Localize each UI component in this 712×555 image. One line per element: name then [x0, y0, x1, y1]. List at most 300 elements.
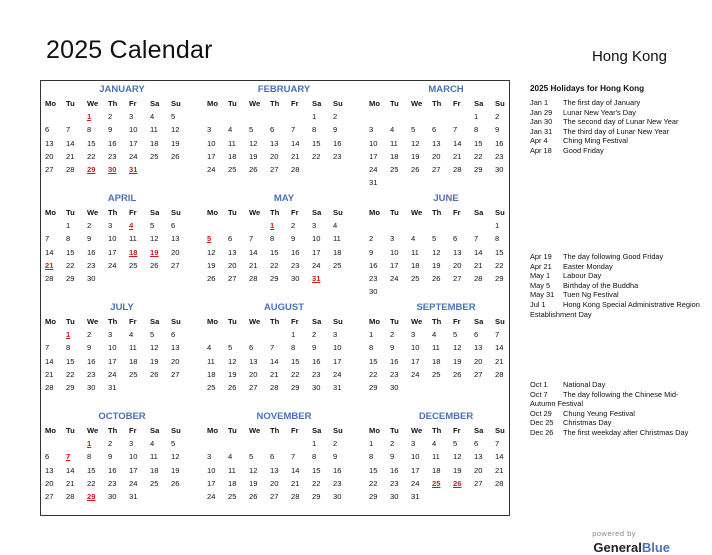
weekday-header — [207, 206, 361, 219]
week-row — [369, 137, 523, 150]
day-cell: 9 — [291, 234, 296, 244]
day-cell: 20 — [45, 151, 54, 161]
month-name: NOVEMBER — [256, 411, 312, 422]
week-row — [45, 328, 199, 341]
month-name: DECEMBER — [418, 411, 474, 422]
day-cell: 8 — [66, 343, 71, 353]
day-cell: 24 — [312, 260, 321, 270]
month-december — [369, 410, 523, 519]
day-cell: 15 — [369, 465, 378, 475]
holiday-item — [530, 127, 700, 137]
day-cell: 13 — [171, 234, 180, 244]
week-row — [45, 477, 199, 490]
day-cell: 15 — [66, 356, 75, 366]
month-august — [207, 301, 361, 410]
weekday-label: Th — [432, 317, 442, 326]
day-cell: 29 — [312, 491, 321, 501]
day-cell: 2 — [333, 439, 338, 449]
day-cell: 21 — [453, 151, 462, 161]
empty-cell — [45, 328, 66, 341]
month-june — [369, 192, 523, 301]
week-row — [207, 150, 361, 163]
week-row — [45, 490, 199, 503]
brand-part-b: Blue — [641, 540, 670, 555]
week-row — [45, 355, 199, 368]
day-cell: 13 — [432, 138, 441, 148]
week-row — [369, 328, 523, 341]
day-cell: 28 — [270, 382, 279, 392]
weekday-header — [45, 315, 199, 328]
weekday-label: Su — [333, 317, 343, 326]
day-cell: 15 — [312, 465, 321, 475]
day-cell: 22 — [369, 478, 378, 488]
weekday-label: Mo — [207, 99, 218, 108]
day-cell: 26 — [453, 369, 462, 379]
day-cell: 17 — [108, 247, 117, 257]
day-cell: 26 — [249, 491, 258, 501]
day-cell: 2 — [108, 112, 113, 122]
day-cell: 8 — [495, 234, 500, 244]
empty-cell — [291, 437, 312, 450]
day-cell: 14 — [453, 138, 462, 148]
empty-cell — [495, 176, 516, 189]
day-cell: 3 — [312, 221, 317, 231]
day-cell: 20 — [45, 478, 54, 488]
weekday-label: Mo — [369, 208, 380, 217]
day-cell: 25 — [333, 260, 342, 270]
day-cell: 30 — [291, 273, 300, 283]
day-cell: 27 — [171, 369, 180, 379]
holiday-date: Apr 19 — [530, 252, 552, 261]
empty-cell — [474, 490, 495, 503]
day-cell: 23 — [108, 151, 117, 161]
day-cell: 26 — [249, 164, 258, 174]
empty-cell — [171, 490, 192, 503]
empty-cell — [453, 285, 474, 298]
weekday-label: We — [411, 99, 423, 108]
day-cell: 20 — [249, 369, 258, 379]
day-cell: 21 — [66, 151, 75, 161]
day-cell: 18 — [150, 465, 159, 475]
day-cell: 4 — [228, 452, 233, 462]
day-cell: 12 — [453, 452, 462, 462]
week-row — [207, 246, 361, 259]
day-cell: 30 — [87, 382, 96, 392]
day-cell: 3 — [108, 221, 113, 231]
weekday-label: Fr — [453, 99, 461, 108]
empty-cell — [432, 490, 453, 503]
day-cell: 3 — [207, 125, 212, 135]
day-cell: 17 — [369, 151, 378, 161]
day-cell: 6 — [249, 343, 254, 353]
day-cell: 25 — [432, 369, 441, 379]
weekday-label: We — [87, 208, 99, 217]
weekday-label: Sa — [474, 99, 484, 108]
day-cell: 30 — [390, 382, 399, 392]
holiday-day-cell: 1 — [87, 112, 92, 122]
week-row — [207, 437, 361, 450]
empty-cell — [207, 437, 228, 450]
day-cell: 9 — [495, 125, 500, 135]
day-cell: 5 — [228, 343, 233, 353]
holiday-date: Apr 4 — [530, 136, 548, 146]
weekday-label: Su — [495, 99, 505, 108]
day-cell: 15 — [270, 247, 279, 257]
holiday-date: May 31 — [530, 290, 555, 300]
day-cell: 16 — [108, 138, 117, 148]
day-cell: 18 — [129, 356, 138, 366]
day-cell: 20 — [474, 465, 483, 475]
week-row — [369, 176, 523, 189]
day-cell: 11 — [333, 234, 341, 244]
week-row — [207, 477, 361, 490]
weekday-label: Tu — [390, 99, 399, 108]
day-cell: 18 — [333, 247, 342, 257]
holiday-date: Apr 21 — [530, 261, 552, 271]
holiday-name: Ching Ming Festival — [563, 136, 628, 146]
day-cell: 17 — [390, 260, 399, 270]
day-cell: 11 — [228, 465, 236, 475]
weekday-label: Th — [108, 426, 118, 435]
day-cell: 4 — [207, 343, 212, 353]
day-cell: 6 — [474, 330, 479, 340]
weekday-label: Mo — [45, 208, 56, 217]
month-march — [369, 83, 523, 192]
empty-cell — [495, 381, 516, 394]
day-cell: 28 — [66, 491, 75, 501]
day-cell: 12 — [411, 138, 420, 148]
day-cell: 28 — [66, 164, 75, 174]
weekday-label: Su — [495, 426, 505, 435]
holiday-group — [530, 380, 700, 438]
empty-cell — [270, 110, 291, 123]
holiday-date: Oct 1 — [530, 380, 548, 389]
day-cell: 23 — [333, 478, 342, 488]
day-cell: 6 — [45, 452, 50, 462]
day-cell: 2 — [87, 330, 92, 340]
empty-cell — [453, 381, 474, 394]
week-row — [207, 123, 361, 136]
week-row — [207, 259, 361, 272]
day-cell: 7 — [291, 125, 296, 135]
holiday-date: Jan 29 — [530, 107, 553, 117]
weekday-label: We — [249, 208, 261, 217]
day-cell: 24 — [390, 273, 399, 283]
page-title: 2025 Calendar — [46, 36, 213, 64]
week-row — [369, 477, 523, 490]
weekday-header — [369, 315, 523, 328]
day-cell: 1 — [495, 221, 500, 231]
empty-cell — [249, 219, 270, 232]
day-cell: 13 — [171, 343, 180, 353]
empty-cell — [249, 110, 270, 123]
week-row — [45, 341, 199, 354]
weekday-label: Su — [171, 426, 181, 435]
holiday-date: Oct 29 — [530, 408, 552, 418]
holiday-name: The day following the Chinese Mid-Autumn Festival — [530, 389, 679, 409]
holiday-day-cell: 7 — [66, 452, 71, 462]
holiday-day-cell: 1 — [270, 221, 275, 231]
day-cell: 14 — [495, 452, 504, 462]
day-cell: 10 — [312, 234, 321, 244]
empty-cell — [171, 381, 192, 394]
day-cell: 30 — [333, 491, 342, 501]
weekday-label: Mo — [45, 426, 56, 435]
day-cell: 25 — [150, 478, 159, 488]
weekday-label: Sa — [474, 208, 484, 217]
day-cell: 19 — [171, 138, 180, 148]
day-cell: 4 — [432, 330, 437, 340]
holiday-day-cell: 30 — [108, 164, 117, 174]
holiday-date: Dec 25 — [530, 418, 554, 428]
weekday-label: We — [87, 99, 99, 108]
day-cell: 27 — [249, 382, 258, 392]
day-cell: 8 — [270, 234, 275, 244]
weekday-label: Sa — [474, 426, 484, 435]
weekday-label: We — [411, 317, 423, 326]
region-label: Hong Kong — [591, 48, 667, 65]
day-cell: 5 — [432, 234, 437, 244]
day-cell: 12 — [432, 247, 441, 257]
holiday-date: Jan 1 — [530, 98, 549, 107]
day-cell: 21 — [474, 260, 483, 270]
week-row — [369, 150, 523, 163]
week-row — [45, 450, 199, 463]
holiday-item — [530, 300, 700, 319]
weekday-label: Tu — [390, 208, 399, 217]
day-cell: 13 — [249, 356, 258, 366]
empty-cell — [270, 437, 291, 450]
holiday-item — [530, 428, 700, 438]
week-row — [207, 163, 361, 176]
day-cell: 23 — [390, 478, 399, 488]
day-cell: 7 — [66, 125, 71, 135]
week-row — [45, 272, 199, 285]
day-cell: 20 — [270, 478, 279, 488]
day-cell: 8 — [369, 343, 374, 353]
empty-cell — [390, 219, 411, 232]
weekday-label: Mo — [45, 317, 56, 326]
empty-cell — [150, 381, 171, 394]
day-cell: 23 — [312, 369, 321, 379]
weekday-label: Sa — [150, 426, 160, 435]
day-cell: 9 — [333, 125, 338, 135]
day-cell: 25 — [150, 151, 159, 161]
weekday-label: Fr — [129, 426, 137, 435]
day-cell: 27 — [45, 164, 54, 174]
day-cell: 22 — [312, 478, 321, 488]
day-cell: 9 — [312, 343, 317, 353]
weekday-label: We — [87, 317, 99, 326]
weekday-label: Th — [270, 99, 280, 108]
day-cell: 20 — [228, 260, 237, 270]
day-cell: 11 — [129, 343, 137, 353]
day-cell: 22 — [66, 369, 75, 379]
month-name: AUGUST — [263, 302, 305, 313]
day-cell: 31 — [369, 178, 378, 188]
day-cell: 11 — [390, 138, 398, 148]
day-cell: 5 — [249, 125, 254, 135]
holiday-date: Oct 7 — [530, 389, 548, 399]
day-cell: 7 — [291, 452, 296, 462]
day-cell: 19 — [411, 151, 420, 161]
day-cell: 2 — [87, 221, 92, 231]
day-cell: 25 — [129, 369, 138, 379]
weekday-label: Su — [333, 426, 343, 435]
empty-cell — [45, 110, 66, 123]
holiday-name: Christmas Day — [563, 418, 612, 428]
month-february — [207, 83, 361, 192]
day-cell: 22 — [495, 260, 504, 270]
day-cell: 3 — [411, 439, 416, 449]
day-cell: 7 — [474, 234, 479, 244]
day-cell: 22 — [87, 478, 96, 488]
day-cell: 19 — [453, 356, 462, 366]
empty-cell — [171, 163, 192, 176]
weekday-label: Sa — [312, 317, 322, 326]
empty-cell — [453, 490, 474, 503]
day-cell: 12 — [150, 234, 159, 244]
day-cell: 16 — [369, 260, 378, 270]
empty-cell — [474, 381, 495, 394]
day-cell: 15 — [291, 356, 300, 366]
month-september — [369, 301, 523, 410]
empty-cell — [411, 110, 432, 123]
week-row — [369, 355, 523, 368]
day-cell: 28 — [45, 382, 54, 392]
weekday-header — [45, 97, 199, 110]
day-cell: 26 — [150, 369, 159, 379]
day-cell: 1 — [291, 330, 296, 340]
holiday-item — [530, 281, 700, 291]
day-cell: 14 — [474, 247, 483, 257]
day-cell: 27 — [453, 273, 462, 283]
empty-cell — [129, 272, 150, 285]
month-name: MARCH — [428, 84, 464, 95]
day-cell: 29 — [495, 273, 504, 283]
day-cell: 8 — [474, 125, 479, 135]
week-row — [369, 232, 523, 245]
weekday-label: Sa — [150, 208, 160, 217]
day-cell: 14 — [291, 138, 300, 148]
weekday-label: Tu — [66, 426, 75, 435]
weekday-label: Th — [270, 208, 280, 217]
day-cell: 10 — [207, 465, 216, 475]
empty-cell — [228, 437, 249, 450]
day-cell: 7 — [495, 439, 500, 449]
day-cell: 29 — [291, 382, 300, 392]
day-cell: 14 — [495, 343, 504, 353]
empty-cell — [474, 219, 495, 232]
day-cell: 16 — [390, 465, 399, 475]
week-row — [369, 123, 523, 136]
weekday-label: Fr — [453, 208, 461, 217]
holiday-date: Apr 18 — [530, 145, 552, 155]
week-row — [45, 110, 199, 123]
week-row — [369, 450, 523, 463]
day-cell: 2 — [369, 234, 374, 244]
day-cell: 26 — [432, 273, 441, 283]
day-cell: 13 — [453, 247, 462, 257]
day-cell: 18 — [207, 369, 216, 379]
day-cell: 5 — [411, 125, 416, 135]
week-row — [45, 163, 199, 176]
empty-cell — [228, 219, 249, 232]
day-cell: 27 — [270, 491, 279, 501]
day-cell: 31 — [108, 382, 117, 392]
month-july — [45, 301, 199, 410]
holiday-date: May 5 — [530, 280, 551, 290]
holiday-item — [530, 262, 700, 272]
day-cell: 2 — [333, 112, 338, 122]
brand-part-a: General — [593, 540, 642, 555]
day-cell: 9 — [333, 452, 338, 462]
weekday-label: Tu — [228, 208, 237, 217]
weekday-label: We — [249, 426, 261, 435]
holiday-name: Birthday of the Buddha — [563, 280, 639, 290]
weekday-label: Tu — [390, 317, 399, 326]
day-cell: 17 — [207, 478, 216, 488]
holiday-day-cell: 25 — [432, 478, 441, 488]
week-row — [45, 437, 199, 450]
weekday-header — [207, 315, 361, 328]
day-cell: 26 — [171, 478, 180, 488]
day-cell: 28 — [45, 273, 54, 283]
day-cell: 28 — [291, 164, 300, 174]
day-cell: 17 — [312, 247, 321, 257]
weekday-label: Sa — [150, 99, 160, 108]
day-cell: 30 — [369, 287, 378, 297]
day-cell: 2 — [312, 330, 317, 340]
day-cell: 20 — [270, 151, 279, 161]
day-cell: 28 — [291, 491, 300, 501]
empty-cell — [411, 176, 432, 189]
holiday-item — [530, 108, 700, 118]
day-cell: 14 — [291, 465, 300, 475]
day-cell: 17 — [129, 138, 138, 148]
weekday-header — [45, 424, 199, 437]
day-cell: 7 — [249, 234, 254, 244]
weekday-label: Tu — [66, 208, 75, 217]
day-cell: 19 — [432, 260, 441, 270]
day-cell: 11 — [129, 234, 137, 244]
day-cell: 20 — [432, 151, 441, 161]
day-cell: 22 — [66, 260, 75, 270]
day-cell: 10 — [411, 343, 420, 353]
holiday-name: Lunar New Year's Day — [563, 107, 636, 117]
holiday-date: Jan 30 — [530, 117, 553, 127]
day-cell: 16 — [291, 247, 300, 257]
day-cell: 13 — [474, 452, 483, 462]
day-cell: 24 — [129, 478, 138, 488]
month-may — [207, 192, 361, 301]
day-cell: 4 — [129, 330, 134, 340]
month-april — [45, 192, 199, 301]
holiday-name: The day following Good Friday — [563, 252, 664, 261]
empty-cell — [369, 219, 390, 232]
day-cell: 14 — [66, 465, 75, 475]
week-row — [369, 110, 523, 123]
weekday-label: Sa — [312, 426, 322, 435]
day-cell: 12 — [249, 138, 258, 148]
day-cell: 8 — [291, 343, 296, 353]
holiday-item — [530, 136, 700, 146]
day-cell: 6 — [270, 125, 275, 135]
day-cell: 30 — [495, 164, 504, 174]
month-name: FEBRUARY — [257, 84, 311, 95]
day-cell: 25 — [129, 260, 138, 270]
day-cell: 19 — [249, 151, 258, 161]
